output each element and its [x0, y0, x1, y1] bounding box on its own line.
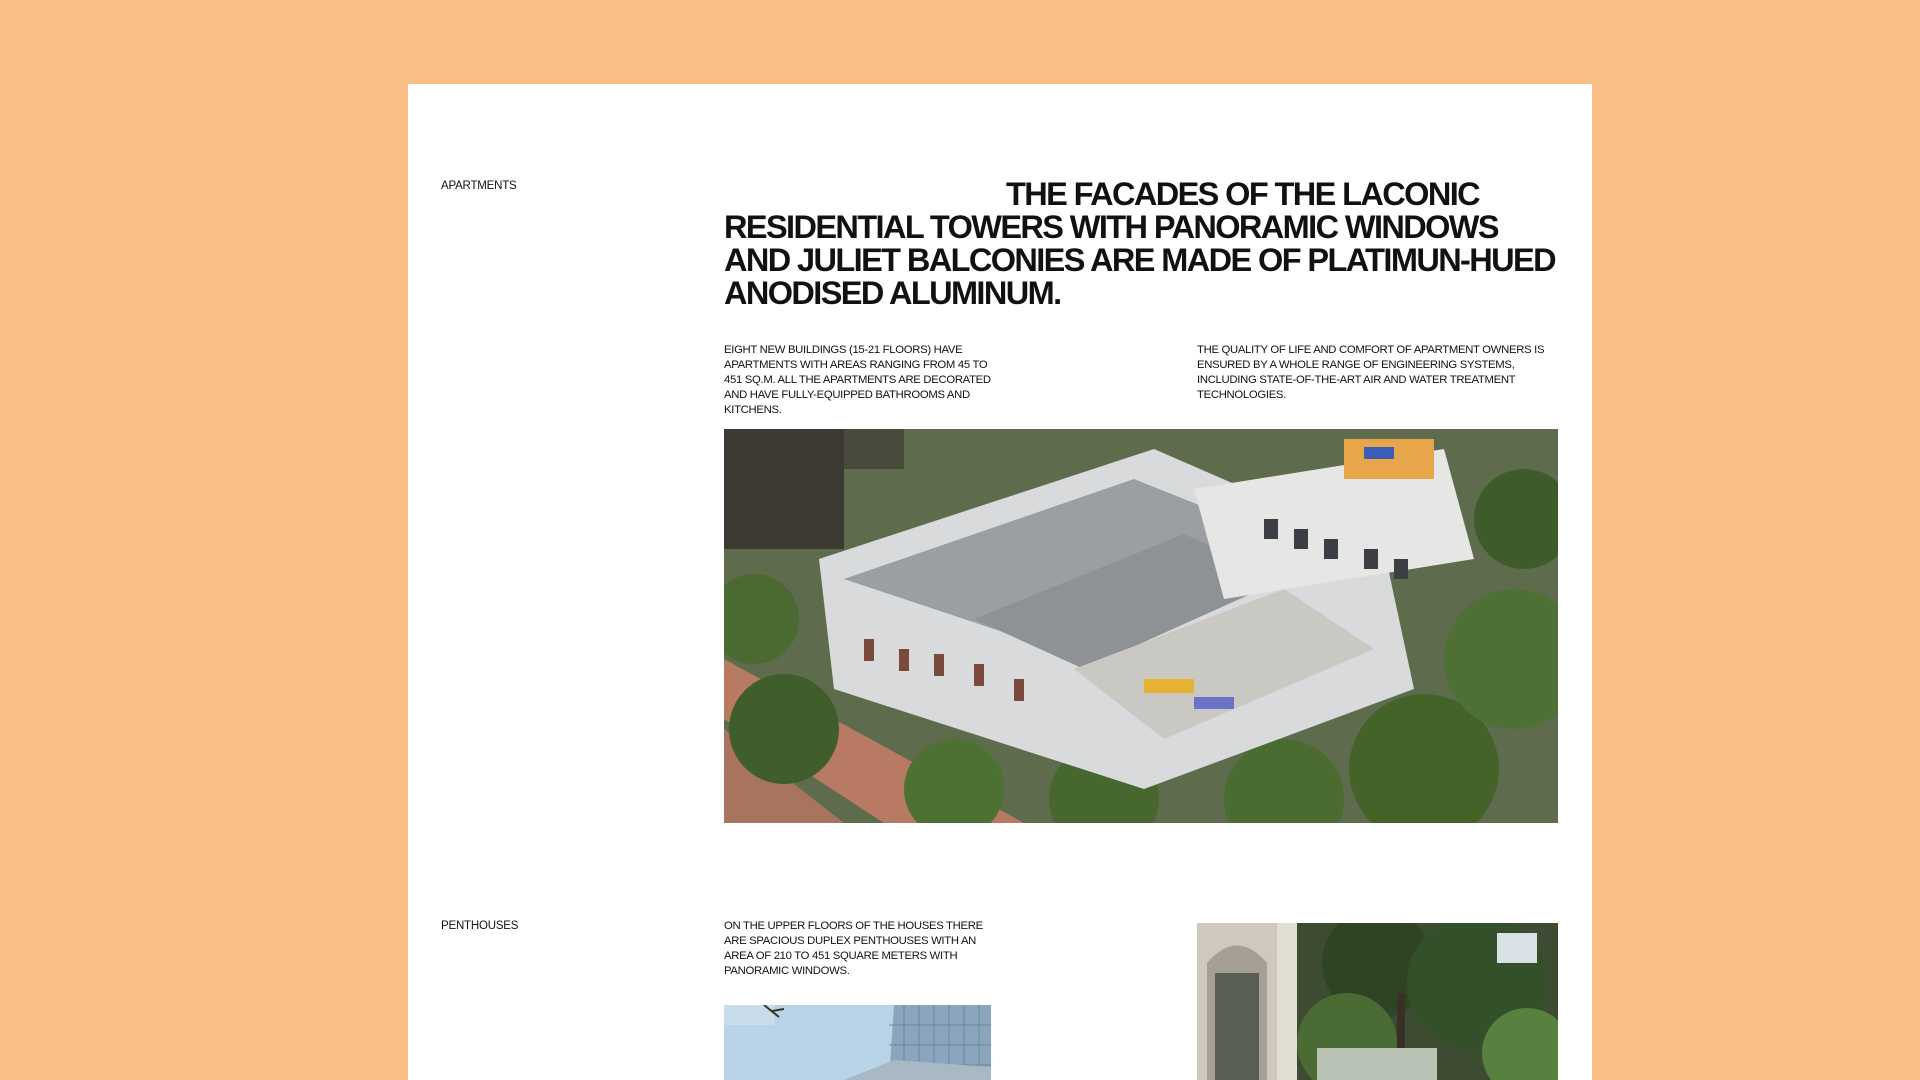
content-card	[408, 84, 1592, 1080]
penthouse-courtyard-image	[1197, 923, 1558, 1080]
apartments-headline: THE FACADES OF THE LACONIC RESIDENTIAL TOWERS WITH PANORAMIC WINDOWS AND JULIET BALCONIES ARE MADE OF PLATIMUN-HUED ANODISED ALUMINUM.	[724, 176, 1555, 311]
glass-tower-photo-icon	[724, 1005, 991, 1080]
section-label-apartments: APARTMENTS	[441, 180, 517, 192]
penthouses-paragraph: ON THE UPPER FLOORS OF THE HOUSES THERE ARE SPACIOUS DUPLEX PENTHOUSES WITH AN AREA OF 210 TO 451 SQUARE METERS WITH PANORAMIC WINDOWS.	[724, 920, 983, 977]
aerial-building-image	[724, 429, 1558, 823]
courtyard-trees-photo-icon	[1197, 923, 1558, 1080]
penthouse-tower-image	[724, 1005, 991, 1080]
aerial-building-render-icon	[724, 429, 1558, 823]
apartments-paragraph-right: THE QUALITY OF LIFE AND COMFORT OF APARTMENT OWNERS IS ENSURED BY A WHOLE RANGE OF ENGINEERING SYSTEMS, INCLUDING STATE-OF-THE-ART AIR AND WATER TREATMENT TECHNOLOGIES.	[1197, 344, 1545, 401]
section-label-penthouses: PENTHOUSES	[441, 920, 519, 932]
apartments-paragraph-left: EIGHT NEW BUILDINGS (15-21 FLOORS) HAVE APARTMENTS WITH AREAS RANGING FROM 45 TO 451 SQ.M. ALL THE APARTMENTS ARE DECORATED AND HAVE FULLY-EQUIPPED BATHROOMS AND KITCHENS.	[724, 344, 991, 416]
